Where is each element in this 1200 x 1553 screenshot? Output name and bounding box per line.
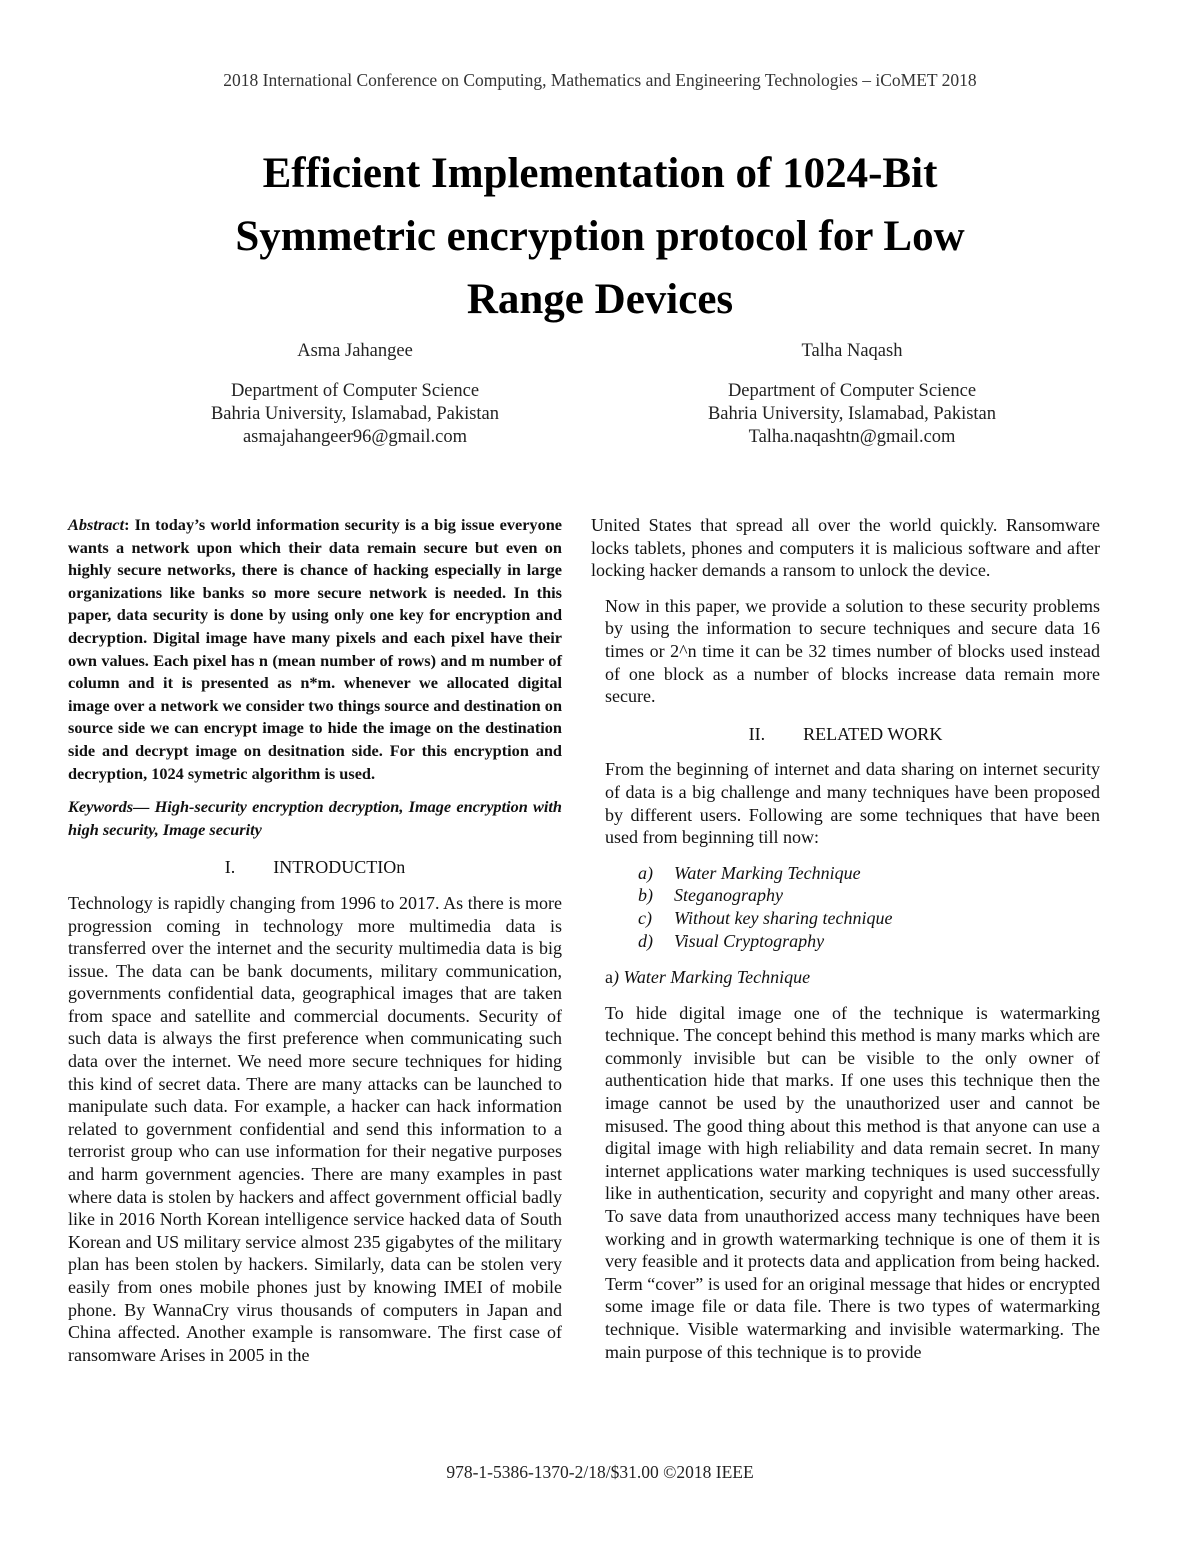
list-item: a) Water Marking Technique — [638, 862, 861, 883]
title-line-3: Range Devices — [466, 276, 734, 323]
right-column — [591, 514, 1100, 1363]
list-item: d) Visual Cryptography — [638, 930, 825, 951]
section-title: INTRODUCTIOn — [273, 857, 406, 878]
list-item: c) Without key sharing technique — [638, 907, 893, 928]
title-line-1: Efficient Implementation of 1024-Bit — [262, 150, 938, 197]
title-line-2: Symmetric encryption protocol for Low — [235, 213, 965, 260]
author-affiliation: Bahria University, Islamabad, Pakistan — [210, 404, 500, 424]
author-block-2 — [617, 340, 1087, 449]
paper-title — [150, 142, 1050, 331]
section-heading-introduction — [68, 856, 562, 879]
author-email: Talha.naqashtn@gmail.com — [748, 427, 956, 447]
keywords: Keywords— High-security encryption decryption, Image encryption with high security, Image security — [68, 797, 562, 839]
section-title: RELATED WORK — [803, 723, 943, 744]
intro-paragraph: Technology is rapidly changing from 1996 to 2017. As there is more progression coming in technology more multimedia data is transferred over the internet and the security multimedia data is big issue. The data can be bank documents, military communication, governments confidential data, geographical images that are taken from space and satellite and commercial documents. Security of such data is always the first preference when communicating such data over the internet. We need more secure techniques for hiding this kind of secret data. There are many attacks can be launched to manipulate such data. For example, a hacker can hack information related to government confidential and send this information to a terrorist group who can use information for their negative purposes and harm government agencies. There are many examples in past where data is stolen by hackers and affect government official badly like in 2016 North Korean intelligence service hacked data of South Korean and US military service almost 235 gigabytes of the military plan has been stolen by hackers. Similarly, data can be stolen very easily from ones mobile phones just by knowing IMEI of mobile phone. By WannaCry virus thousands of computers in Japan and China affected. Another example is ransomware. The first case of ransomware Arises in 2005 in the — [68, 892, 562, 1365]
abstract — [68, 514, 562, 785]
watermarking-paragraph: To hide digital image one of the technique is watermarking technique. The concept behind this method is many marks which are commonly invisible but can be visible to the only owner of authentication hide that marks. If one uses this technique then the image cannot be used by the unauthorized user and cannot be misused. The good thing about this method is that anyone can use a digital image with high reliability and data remain secret. In many internet applications water marking techniques is used successfully like in authentication, security and copyright and many other areas. To save data from unauthorized access many techniques have been working and in growth watermarking technique is one of them it is very feasible and it protects data and application from being hacked. Term “cover” is used for an original message that hides or encrypted some image file or data file. There is two types of watermarking technique. Visible watermarking and invisible watermarking. The main purpose of this technique is to provide — [605, 1002, 1100, 1362]
abstract-text: : In today’s world information security is a big issue everyone wants a network upon which their data remain secure but even on highly secure networks, there is chance of hacking especially in large organizations like banks so more secure network is needed. In this paper, data security is done by using only one key for encryption and decryption. Digital image have many pixels and each pixel have their own values. Each pixel has n (mean number of rows) and m number of column and it is presented as n*m. whenever we allocated digital image over a network we consider two things source and destination on source side we can encrypt image to hide the image on the destination side and decrypt image on desitnation side. For this encryption and decryption, 1024 symetric algorithm is used. — [68, 515, 562, 783]
section-number: I. — [224, 857, 236, 878]
technique-list — [591, 862, 1100, 952]
author-affiliation: Bahria University, Islamabad, Pakistan — [707, 404, 997, 424]
section-number: II. — [748, 723, 766, 744]
related-work-paragraph: From the beginning of internet and data sharing on internet security of data is a big challenge and many techniques have been proposed by different users. Following are some techniques that have been used from beginning till now: — [605, 759, 1100, 848]
intro-paragraph-2: Now in this paper, we provide a solution to these security problems by using the information to secure techniques and secure data 16 times or 2^n time it can be 32 times number of blocks used instead of one block as a number of blocks increase data remain more secure. — [605, 595, 1100, 707]
author-name: Asma Jahangee — [297, 341, 413, 361]
list-item: b) Steganography — [638, 885, 783, 906]
intro-continuation: United States that spread all over the world quickly. Ransomware locks tablets, phones and computers it is malicious software and after locking hacker demands a ransom to unlock the device. — [591, 515, 1100, 581]
left-column — [68, 514, 562, 1366]
author-department: Department of Computer Science — [727, 381, 977, 401]
author-email: asmajahangeer96@gmail.com — [242, 427, 468, 447]
copyright-footer: 978-1-5386-1370-2/18/$31.00 ©2018 IEEE — [446, 1462, 754, 1482]
conference-header: 2018 International Conference on Computing, Mathematics and Engineering Technologies – iCoMET 2018 — [223, 70, 977, 90]
author-name: Talha Naqash — [801, 341, 903, 361]
section-heading-related-work — [591, 723, 1100, 746]
author-block-1 — [120, 340, 590, 449]
subsection-heading-watermarking: a) Water Marking Technique — [605, 967, 811, 988]
author-department: Department of Computer Science — [230, 381, 480, 401]
abstract-label: Abstract — [68, 515, 125, 534]
